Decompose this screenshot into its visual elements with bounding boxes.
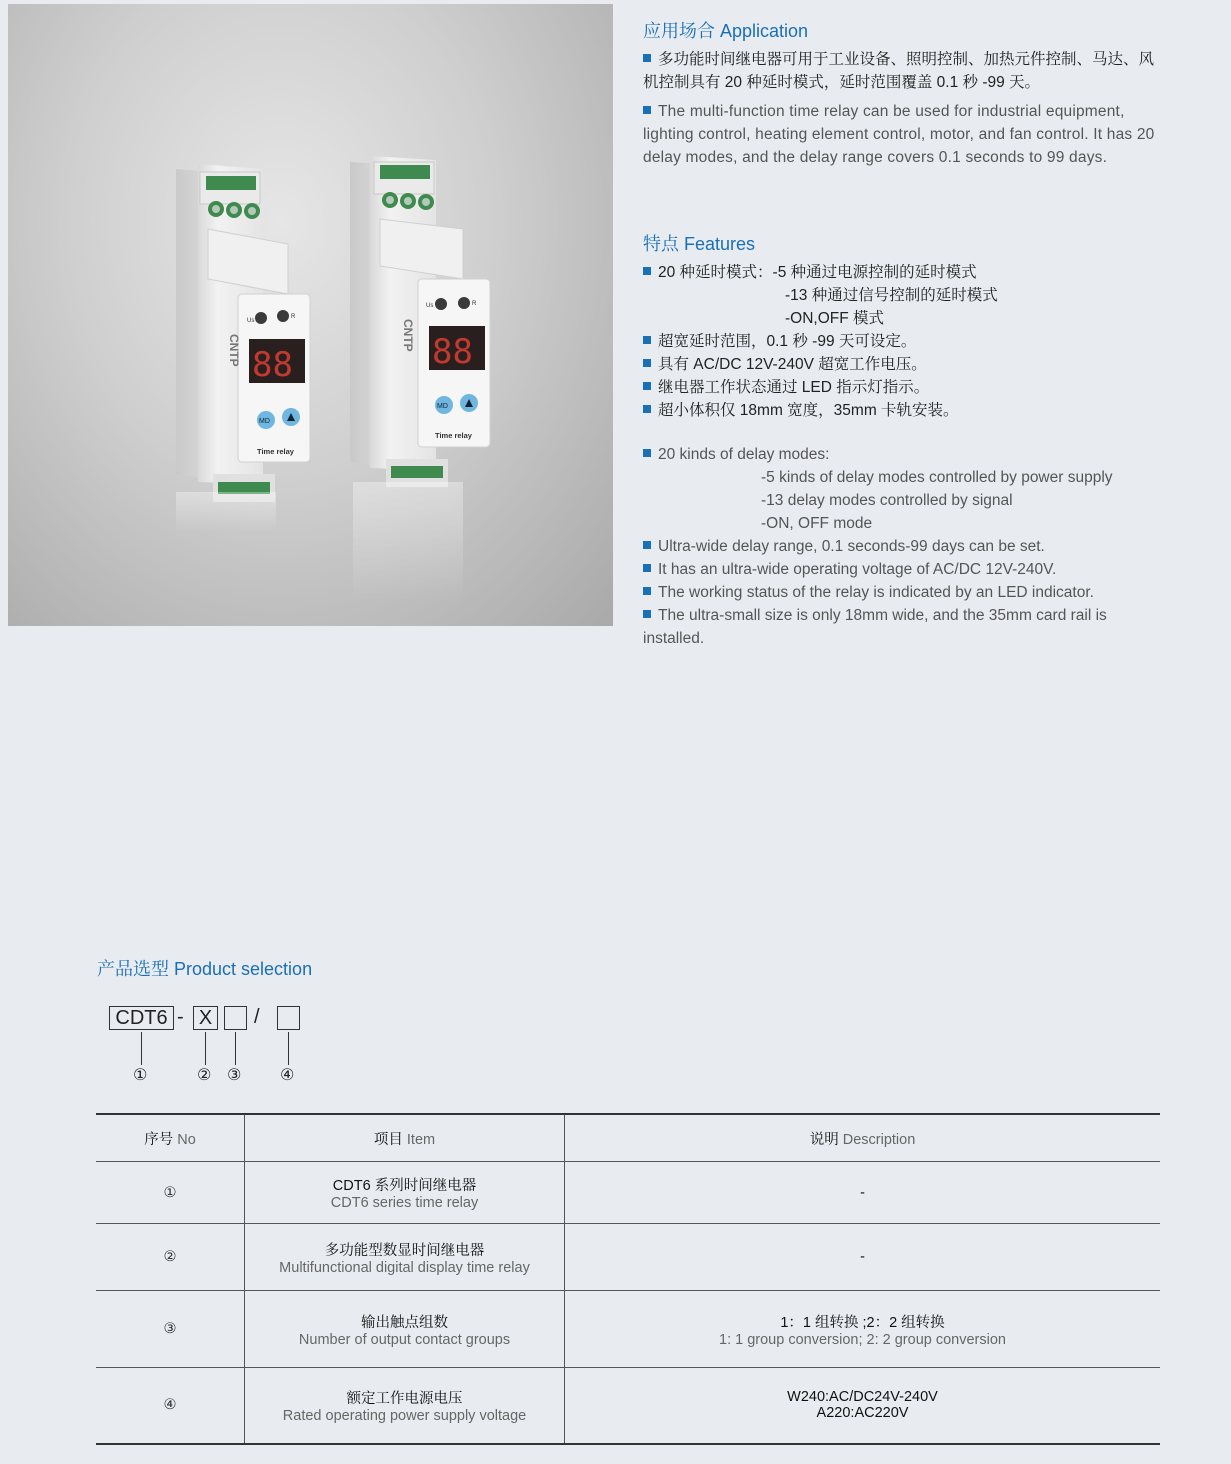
feature-en-item: It has an ultra-wide operating voltage of AC/DC 12V-240V. (643, 558, 1056, 581)
features-title: 特点 Features (643, 234, 756, 254)
code-function-box: X (193, 1006, 218, 1030)
feature-en-item: The ultra-small size is only 18mm wide, and the 35mm card rail is installed. (643, 607, 1107, 647)
product-photo (8, 4, 613, 626)
code-leader-line (205, 1032, 206, 1065)
bullet-square-icon (643, 610, 651, 618)
row-description: 1：1 组转换 ;2：2 组转换 1: 1 group conversion; 2: 2 group conversion (565, 1291, 1161, 1368)
digital-display: 88 (252, 345, 293, 385)
feature-zh-item: 超小体积仅 18mm 宽度，35mm 卡轨安装。 (643, 399, 959, 422)
code-voltage-box (277, 1006, 300, 1030)
code-slash: / (254, 1006, 260, 1028)
bullet-square-icon (643, 405, 651, 413)
bullet-square-icon (643, 564, 651, 572)
marker-4: ④ (280, 1067, 295, 1084)
feature-mode-en-sub-2: -13 delay modes controlled by signal (761, 492, 1013, 509)
row-item: 输出触点组数 Number of output contact groups (245, 1291, 565, 1368)
bullet-square-icon (643, 382, 651, 390)
relay-unit-left (176, 164, 310, 532)
bullet-square-icon (643, 54, 651, 62)
selection-table (96, 1113, 1160, 1445)
bullet-square-icon (643, 359, 651, 367)
bullet-square-icon (643, 449, 651, 457)
feature-mode-en-sub-1: -5 kinds of delay modes controlled by power supply (761, 469, 1113, 486)
bullet-square-icon (643, 541, 651, 549)
product-name-label: Time relay (435, 431, 472, 440)
relay-illustration (8, 4, 613, 626)
code-leader-line (141, 1032, 142, 1065)
table-header-row (96, 1114, 1160, 1162)
us-label: Us (247, 318, 255, 324)
brand-label: CNTP (227, 334, 241, 367)
row-description: - (565, 1162, 1161, 1224)
row-no: ① (96, 1162, 245, 1224)
header-no: 序号 No (96, 1114, 245, 1162)
feature-zh-item: 超宽延时范围，0.1 秒 -99 天可设定。 (643, 330, 916, 353)
r-label: R (291, 314, 296, 320)
feature-en-item: The working status of the relay is indicated by an LED indicator. (643, 581, 1094, 604)
feature-zh-item: 具有 AC/DC 12V-240V 超宽工作电压。 (643, 353, 927, 376)
code-series-box: CDT6 (109, 1006, 174, 1030)
header-item: 项目 Item (245, 1114, 565, 1162)
header-description: 说明 Description (565, 1114, 1161, 1162)
code-leader-line (288, 1032, 289, 1065)
bullet-square-icon (643, 587, 651, 595)
md-button-label: MD (437, 403, 448, 410)
us-label: Us (426, 303, 434, 309)
feature-en-item: Ultra-wide delay range, 0.1 seconds-99 days can be set. (643, 535, 1045, 558)
row-no: ③ (96, 1291, 245, 1368)
feature-zh-item: 继电器工作状态通过 LED 指示灯指示。 (643, 376, 929, 399)
application-title: 应用场合 Application (643, 21, 809, 41)
bullet-square-icon (643, 336, 651, 344)
application-zh: 多功能时间继电器可用于工业设备、照明控制、加热元件控制、马达、风机控制具有 20 种延时模式，延时范围覆盖 0.1 秒 -99 天。 (643, 51, 1155, 91)
r-label: R (472, 301, 477, 307)
code-dash: - (177, 1006, 184, 1028)
row-item: CDT6 系列时间继电器 CDT6 series time relay (245, 1162, 565, 1224)
relay-unit-right (350, 156, 490, 602)
code-leader-line (235, 1032, 236, 1065)
table-row (96, 1224, 1160, 1291)
product-name-label: Time relay (257, 447, 294, 456)
md-button-label: MD (259, 418, 270, 425)
feature-modes-en: 20 kinds of delay modes: (643, 443, 829, 466)
row-description: W240:AC/DC24V-240V A220:AC220V (565, 1368, 1161, 1444)
bullet-square-icon (643, 267, 651, 275)
row-item: 多功能型数显时间继电器 Multifunctional digital display time relay (245, 1224, 565, 1291)
feature-mode-zh-sub-2: -ON,OFF 模式 (785, 310, 885, 327)
marker-1: ① (133, 1067, 148, 1084)
row-item: 额定工作电源电压 Rated operating power supply voltage (245, 1368, 565, 1444)
selection-title: 产品选型 Product selection (97, 959, 313, 979)
row-no: ④ (96, 1368, 245, 1444)
bullet-square-icon (643, 106, 651, 114)
marker-2: ② (197, 1067, 212, 1084)
feature-modes-zh: 20 种延时模式：-5 种通过电源控制的延时模式 (643, 261, 977, 284)
feature-mode-en-sub-3: -ON, OFF mode (761, 515, 873, 532)
digital-display: 88 (432, 332, 473, 372)
table-row (96, 1368, 1160, 1444)
code-contacts-box (224, 1006, 247, 1030)
application-en: The multi-function time relay can be used for industrial equipment, lighting control, heating element control, motor, and fan control. It has 20 delay modes, and the delay range covers 0.1 seconds to 99 days. (643, 103, 1155, 166)
brand-label: CNTP (401, 319, 415, 352)
row-no: ② (96, 1224, 245, 1291)
marker-3: ③ (227, 1067, 242, 1084)
table-row (96, 1291, 1160, 1368)
table-row (96, 1162, 1160, 1224)
feature-mode-zh-sub-1: -13 种通过信号控制的延时模式 (785, 287, 998, 304)
row-description: - (565, 1224, 1161, 1291)
